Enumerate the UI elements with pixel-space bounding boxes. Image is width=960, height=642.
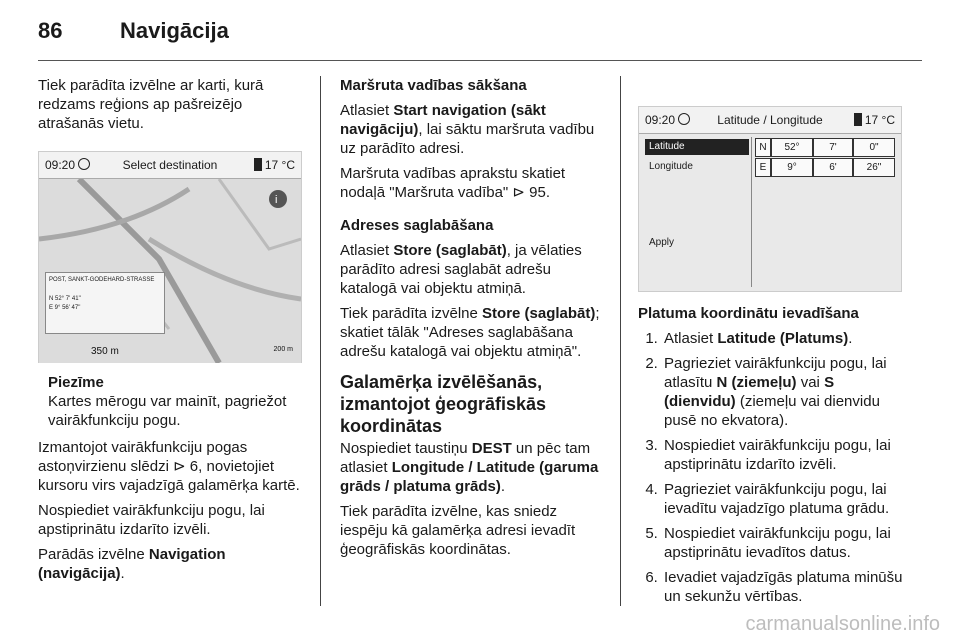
screen-title: Select destination — [122, 158, 218, 172]
screen-temperature: 17 °C — [864, 113, 895, 127]
column-divider — [320, 76, 321, 606]
coord-n: N 52° 7' 41" — [49, 296, 81, 302]
subheading: Maršruta vadības sākšana — [340, 77, 527, 94]
screen-status-bar — [39, 152, 301, 179]
paragraph: Izmantojot vairākfunkciju pogas astoņvirzienu slēdzi ⊳ 6, novietojiet kursoru virs vajadzīgā galamērķa kartē. — [38, 439, 300, 494]
watermark: carmanualsonline.info — [745, 613, 940, 635]
list-item: 5. Nospiediet vairākfunkciju pogu, lai apstiprinātu ievadītos datus. — [662, 524, 906, 562]
e-seconds-cell[interactable]: 26" — [853, 158, 895, 177]
menu-divider — [751, 137, 752, 287]
screen-title: Latitude / Longitude — [717, 113, 823, 127]
list-item: 1. Atlasiet Latitude (Platums). — [662, 329, 906, 348]
n-degrees-cell[interactable]: 52° — [771, 138, 813, 157]
coordinates-screenshot — [638, 106, 902, 292]
street-name: POST, SANKT-GODEHARD-STRASSE — [49, 277, 155, 283]
paragraph: Parādās izvēlne Navigation (navigācija). — [38, 546, 226, 582]
e-minutes-cell[interactable]: 6' — [813, 158, 853, 177]
list-item: 6. Ievadiet vajadzīgās platuma minūšu un sekunžu vērtības. — [662, 568, 906, 606]
apply-item[interactable]: Apply — [649, 237, 675, 248]
column-1 — [38, 76, 304, 589]
e-degrees-cell[interactable]: 9° — [771, 158, 813, 177]
address-box — [45, 272, 165, 334]
map-screenshot — [38, 151, 302, 363]
paragraph: Nospiediet vairākfunkciju pogu, lai apstiprinātu izdarīto izvēli. — [38, 502, 265, 538]
screen-temperature: 17 °C — [264, 158, 295, 172]
latitude-item[interactable]: Latitude — [645, 139, 749, 155]
subheading: Platuma koordinātu ievadīšana — [638, 305, 859, 322]
thermometer-icon — [854, 113, 862, 126]
n-minutes-cell[interactable]: 7' — [813, 138, 853, 157]
note-block — [38, 373, 304, 430]
list-item: 3. Nospiediet vairākfunkciju pogu, lai apstiprinātu izdarīto izvēli. — [662, 436, 906, 474]
menu-name: Navigation (navigācija) — [38, 546, 226, 582]
screen-time: 09:20 — [45, 158, 76, 172]
coord-e: E 9° 56' 47" — [49, 305, 81, 311]
scale-left: 350 m — [91, 346, 119, 357]
column-divider — [620, 76, 621, 606]
page-title: Navigācija — [120, 18, 229, 43]
n-hemisphere-cell[interactable]: N — [755, 138, 771, 157]
subheading: Adreses saglabāšana — [340, 217, 494, 234]
longitude-item[interactable]: Longitude — [649, 161, 693, 172]
screen-status-bar — [639, 107, 901, 134]
column-2 — [340, 76, 605, 565]
e-hemisphere-cell[interactable]: E — [755, 158, 771, 177]
paragraph: Atlasiet Start navigation (sākt navigāciju), lai sāktu maršruta vadību uz parādīto adresi. — [340, 102, 595, 157]
paragraph: Tiek parādīta izvēlne ar karti, kurā redzams reģions ap pašreizējo atrašanās vietu. — [38, 77, 264, 132]
paragraph: Atlasiet Store (saglabāt), ja vēlaties parādīto adresi saglabāt adrešu katalogā vai objektu atmiņā. — [340, 242, 582, 297]
n-seconds-cell[interactable]: 0" — [853, 138, 895, 157]
paragraph: Tiek parādīta izvēlne Store (saglabāt); skatiet tālāk "Adreses saglabāšana adrešu katalogā vai objektu atmiņā". — [340, 305, 600, 360]
thermometer-icon — [254, 158, 262, 171]
section-heading: Galamērķa izvēlēšanās, izmantojot ģeogrāfiskās koordinātas — [340, 372, 547, 436]
page-number: 86 — [38, 18, 63, 43]
scale-right: 200 m — [273, 346, 293, 353]
paragraph: Nospiediet taustiņu DEST un pēc tam atlasiet Longitude / Latitude (garuma grāds / platuma grāds). — [340, 440, 599, 495]
note-text: Kartes mērogu var mainīt, pagriežot vairākfunkciju pogu. — [48, 393, 287, 429]
map-drawing — [39, 179, 301, 363]
steps-list — [638, 329, 906, 606]
paragraph: Maršruta vadības aprakstu skatiet nodaļā "Maršruta vadība" ⊳ 95. — [340, 165, 566, 201]
paragraph: Tiek parādīta izvēlne, kas sniedz iespēju kā galamērķa adresi ievadīt ģeogrāfiskās koordinātas. — [340, 503, 576, 558]
list-item: 2. Pagrieziet vairākfunkciju pogu, lai atlasītu N (ziemeļu) vai S (dienvidu) (ziemeļu vai dienvidu pusē no ekvatora). — [662, 354, 906, 430]
column-3 — [638, 304, 906, 612]
screen-time: 09:20 — [645, 113, 676, 127]
header-rule — [38, 60, 922, 61]
list-item: 4. Pagrieziet vairākfunkciju pogu, lai ievadītu vajadzīgo platuma grādu. — [662, 480, 906, 518]
note-heading: Piezīme — [48, 374, 104, 391]
svg-text:i: i — [275, 194, 278, 206]
